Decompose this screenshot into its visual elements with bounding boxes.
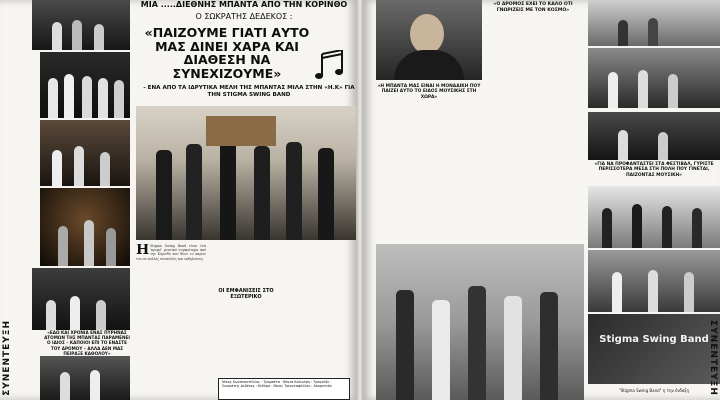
photo-band-night — [40, 188, 130, 266]
photo-band-main — [136, 106, 356, 240]
article-column-2 — [210, 244, 280, 284]
photo-band-hall — [32, 268, 130, 330]
left-page — [0, 0, 358, 400]
section-heading: ΟΙ ΕΜΦΑΝΙΣΕΙΣ ΣΤΟ ΕΞΩΤΕΡΙΚΟ — [218, 288, 274, 300]
photo-band-bottom — [40, 356, 130, 400]
photo-caption: «Η ΜΠΑΝΤΑ ΜΑΣ ΕΙΝΑΙ Η ΜΟΝΑΔΙΚΗ ΠΟΥ ΠΑΙΖΕΙ ΑΥΤΟ ΤΟ ΕΙΔΟΣ ΜΟΥΣΙΚΗΣ ΣΤΗ ΧΩΡΑ» — [377, 84, 481, 100]
photo-right-3 — [588, 112, 720, 160]
subheadline: - ΕΝΑ ΑΠΟ ΤΑ ΙΔΡΥΤΙΚΑ ΜΕΛΗ ΤΗΣ ΜΠΑΝΤΑΣ ΜΙΛΑ ΣΤΗΝ «Η.Κ» ΓΙΑ ΤΗΝ STIGMA SWING BAND — [143, 85, 355, 98]
poster-text: Stigma Swing Band — [599, 334, 709, 345]
side-tab-left: ΣΥΝΕΝΤΕΥΞΗ — [2, 320, 12, 396]
byline: Ο ΣΩΚΡΑΤΗΣ ΔΕΔΕΚΟΣ : — [195, 12, 293, 21]
top-banner: ΜΙΑ .....ΔΙΕΘΝΗΣ ΜΠΑΝΤΑ ΑΠΟ ΤΗΝ ΚΟΡΙΝΘΟ — [140, 0, 348, 9]
article-start-text: Stigma Swing Band είναι ένα 'κρυφό' μουσικό συγκρότημα από την Κόρινθο που δίνει το παρών του σε πολλές συναυλίες και εκδηλώσεις. — [136, 244, 206, 261]
right-column-1 — [376, 112, 478, 242]
side-tab-right: ΣΥΝΕΝΤΕΥΞΗ — [708, 320, 718, 396]
photo-right-5 — [588, 250, 720, 312]
article-column-1 — [136, 244, 206, 400]
photo-right-4 — [588, 186, 720, 248]
music-notes-icon — [312, 50, 354, 82]
headline: «ΠΑΙΖΟΥΜΕ ΓΙΑΤΙ ΑΥΤΟ ΜΑΣ ΔΙΝΕΙ ΧΑΡΑ ΚΑΙ ΔΙΑΘΕΣΗ ΝΑ ΣΥΝΕΧΙΖΟΥΜΕ» — [144, 25, 310, 81]
photo-group-large — [376, 244, 584, 400]
photo-poster — [588, 314, 720, 384]
photo-right-2 — [588, 48, 720, 108]
photo-portrait — [376, 0, 482, 80]
article-column-3 — [284, 244, 354, 374]
credits-box: Νίκος Κωνσταντέλλος : Τρομπέτα · Βάγια Κολιούρη : Τραγούδι · Σωκράτης Δεδέκος : Κιθάρα · Νίκος Τριανταφύλλου : Ακορντεόν — [218, 378, 350, 400]
photo-right-1 — [588, 0, 720, 46]
photo-band-stage — [32, 0, 130, 50]
pull-quote-left: «ΕΔΩ ΚΑΙ ΧΡΟΝΙΑ ΕΝΑΣ ΠΥΡΗΝΑΣ ΑΤΟΜΩΝ ΤΗΣ ΜΠΑΝΤΑΣ ΠΑΡΑΜΕΝΕΙ Ο ΙΔΙΟΣ – ΚΑΠΟΙΟΙ ΕΠΙ ΤΟ ΕΝΑΣΤΕ ΤΟΥ ΔΡΟΜΟΥ – ΑΛΛΑ ΔΕΝ ΜΑΣ ΠΕΙΡΑΞΕ ΚΑΘΟΛΟΥ» — [44, 330, 130, 356]
dropcap: Η — [136, 244, 150, 258]
right-column-2 — [482, 84, 584, 242]
right-page — [362, 0, 720, 400]
right-column-top — [482, 24, 584, 80]
bottom-caption: "Stigma Swing Band" η την ένδοξη — [618, 388, 690, 393]
photo-band-street — [40, 120, 130, 186]
photo-band-group — [40, 52, 130, 118]
quote-mid: «ΓΙΑ ΝΑ ΠΡΟΦΑΝΤΑΣΤΕΙ ΣΤΑ ΦΕΣΤΙΒΑΛ, ΓΥΡΙΣΤΕ ΠΕΡΙΣΣΟΤΕΡΑ ΜΕΣΑ ΣΤΗ ΠΟΛΗ ΠΟΥ ΓΙΝΕΤΑΙ, ΠΑΙΖΟΝΤΑΣ ΜΟΥΣΙΚΗ» — [594, 162, 714, 178]
quote-top: «Ο ΔΡΟΜΟΣ ΕΧΕΙ ΤΟ ΚΑΛΟ ΟΤΙ ΓΝΩΡΙΖΕΙΣ ΜΕ ΤΟΝ ΚΟΣΜΟ» — [493, 2, 573, 13]
